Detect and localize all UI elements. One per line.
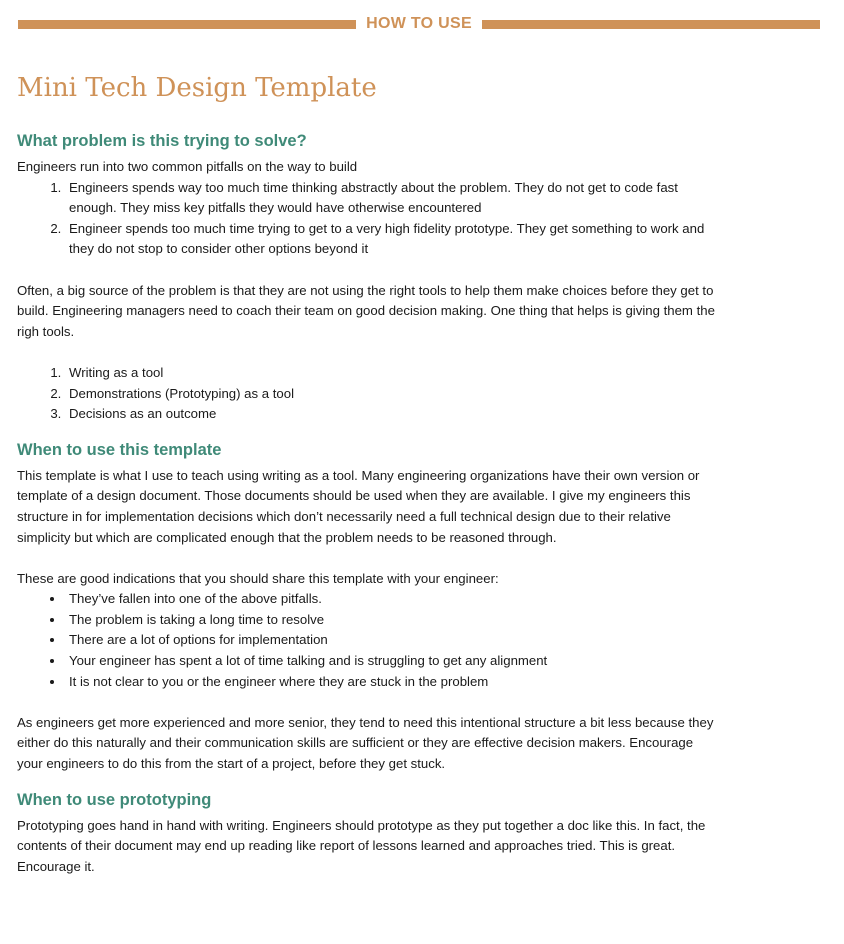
document-title: Mini Tech Design Template xyxy=(17,73,377,103)
list-item: • It is not clear to you or the engineer where they are stuck in the problem xyxy=(65,672,717,693)
header-label: HOW TO USE xyxy=(366,15,472,32)
list-item: 1. Engineers spends way too much time thinking abstractly about the problem. They do not get to code fast enough. They miss key pitfalls they would have otherwise encountered xyxy=(65,178,717,219)
list-item: 1. Writing as a tool xyxy=(65,363,717,384)
list-item: 2. Demonstrations (Prototyping) as a tool xyxy=(65,384,717,405)
problem-paragraph: Often, a big source of the problem is that they are not using the right tools to help them make choices before they get to build. Engineering managers need to coach their team on good decision making. One thing that helps is giving them the righ tools. xyxy=(17,282,715,339)
section-heading-when-template: When to use this template xyxy=(17,440,222,459)
header-rule-left xyxy=(18,20,356,29)
header-rule-right xyxy=(482,20,820,29)
tools-list xyxy=(17,363,717,425)
list-item: • Your engineer has spent a lot of time talking and is struggling to get any alignment xyxy=(65,651,717,672)
indications-list xyxy=(17,589,717,692)
template-paragraph-2: As engineers get more experienced and more senior, they tend to need this intentional structure a bit less because they either do this naturally and their communication skills are sufficient or they are effective decision makers. Encourage your engineers to do this from the start of a project, before they get stuck. xyxy=(17,714,714,772)
list-item: • The problem is taking a long time to resolve xyxy=(65,610,717,631)
problem-intro: Engineers run into two common pitfalls on the way to build xyxy=(17,159,358,174)
pitfalls-list xyxy=(17,178,717,260)
document-body xyxy=(17,68,717,877)
section-header-bar xyxy=(18,14,820,34)
section-heading-problem: What problem is this trying to solve? xyxy=(17,132,307,150)
section-heading-prototyping: When to use prototyping xyxy=(17,790,212,809)
list-item: 2. Engineer spends too much time trying to get to a very high fidelity prototype. They get something to work and they do not stop to consider other options beyond it xyxy=(65,219,717,260)
template-paragraph-1: This template is what I use to teach using writing as a tool. Many engineering organizations have their own version or template of a design document. Those documents should be used when they are available. I give my engineers this structure in for implementation decisions which don’t necessarily need a full technical design due to their relative simplicity but which are complicated enough that the problem needs to be reasoned through. xyxy=(17,467,700,545)
prototyping-paragraph: Prototyping goes hand in hand with writing. Engineers should prototype as they put together a doc like this. In fact, the contents of their document may end up reading like report of lessons learned and approaches tried. This is great. Encourage it. xyxy=(17,817,706,874)
list-item: 3. Decisions as an outcome xyxy=(65,404,717,425)
indications-intro: These are good indications that you should share this template with your engineer: xyxy=(17,570,499,586)
list-item: • They’ve fallen into one of the above pitfalls. xyxy=(65,589,717,610)
list-item: • There are a lot of options for implementation xyxy=(65,630,717,651)
